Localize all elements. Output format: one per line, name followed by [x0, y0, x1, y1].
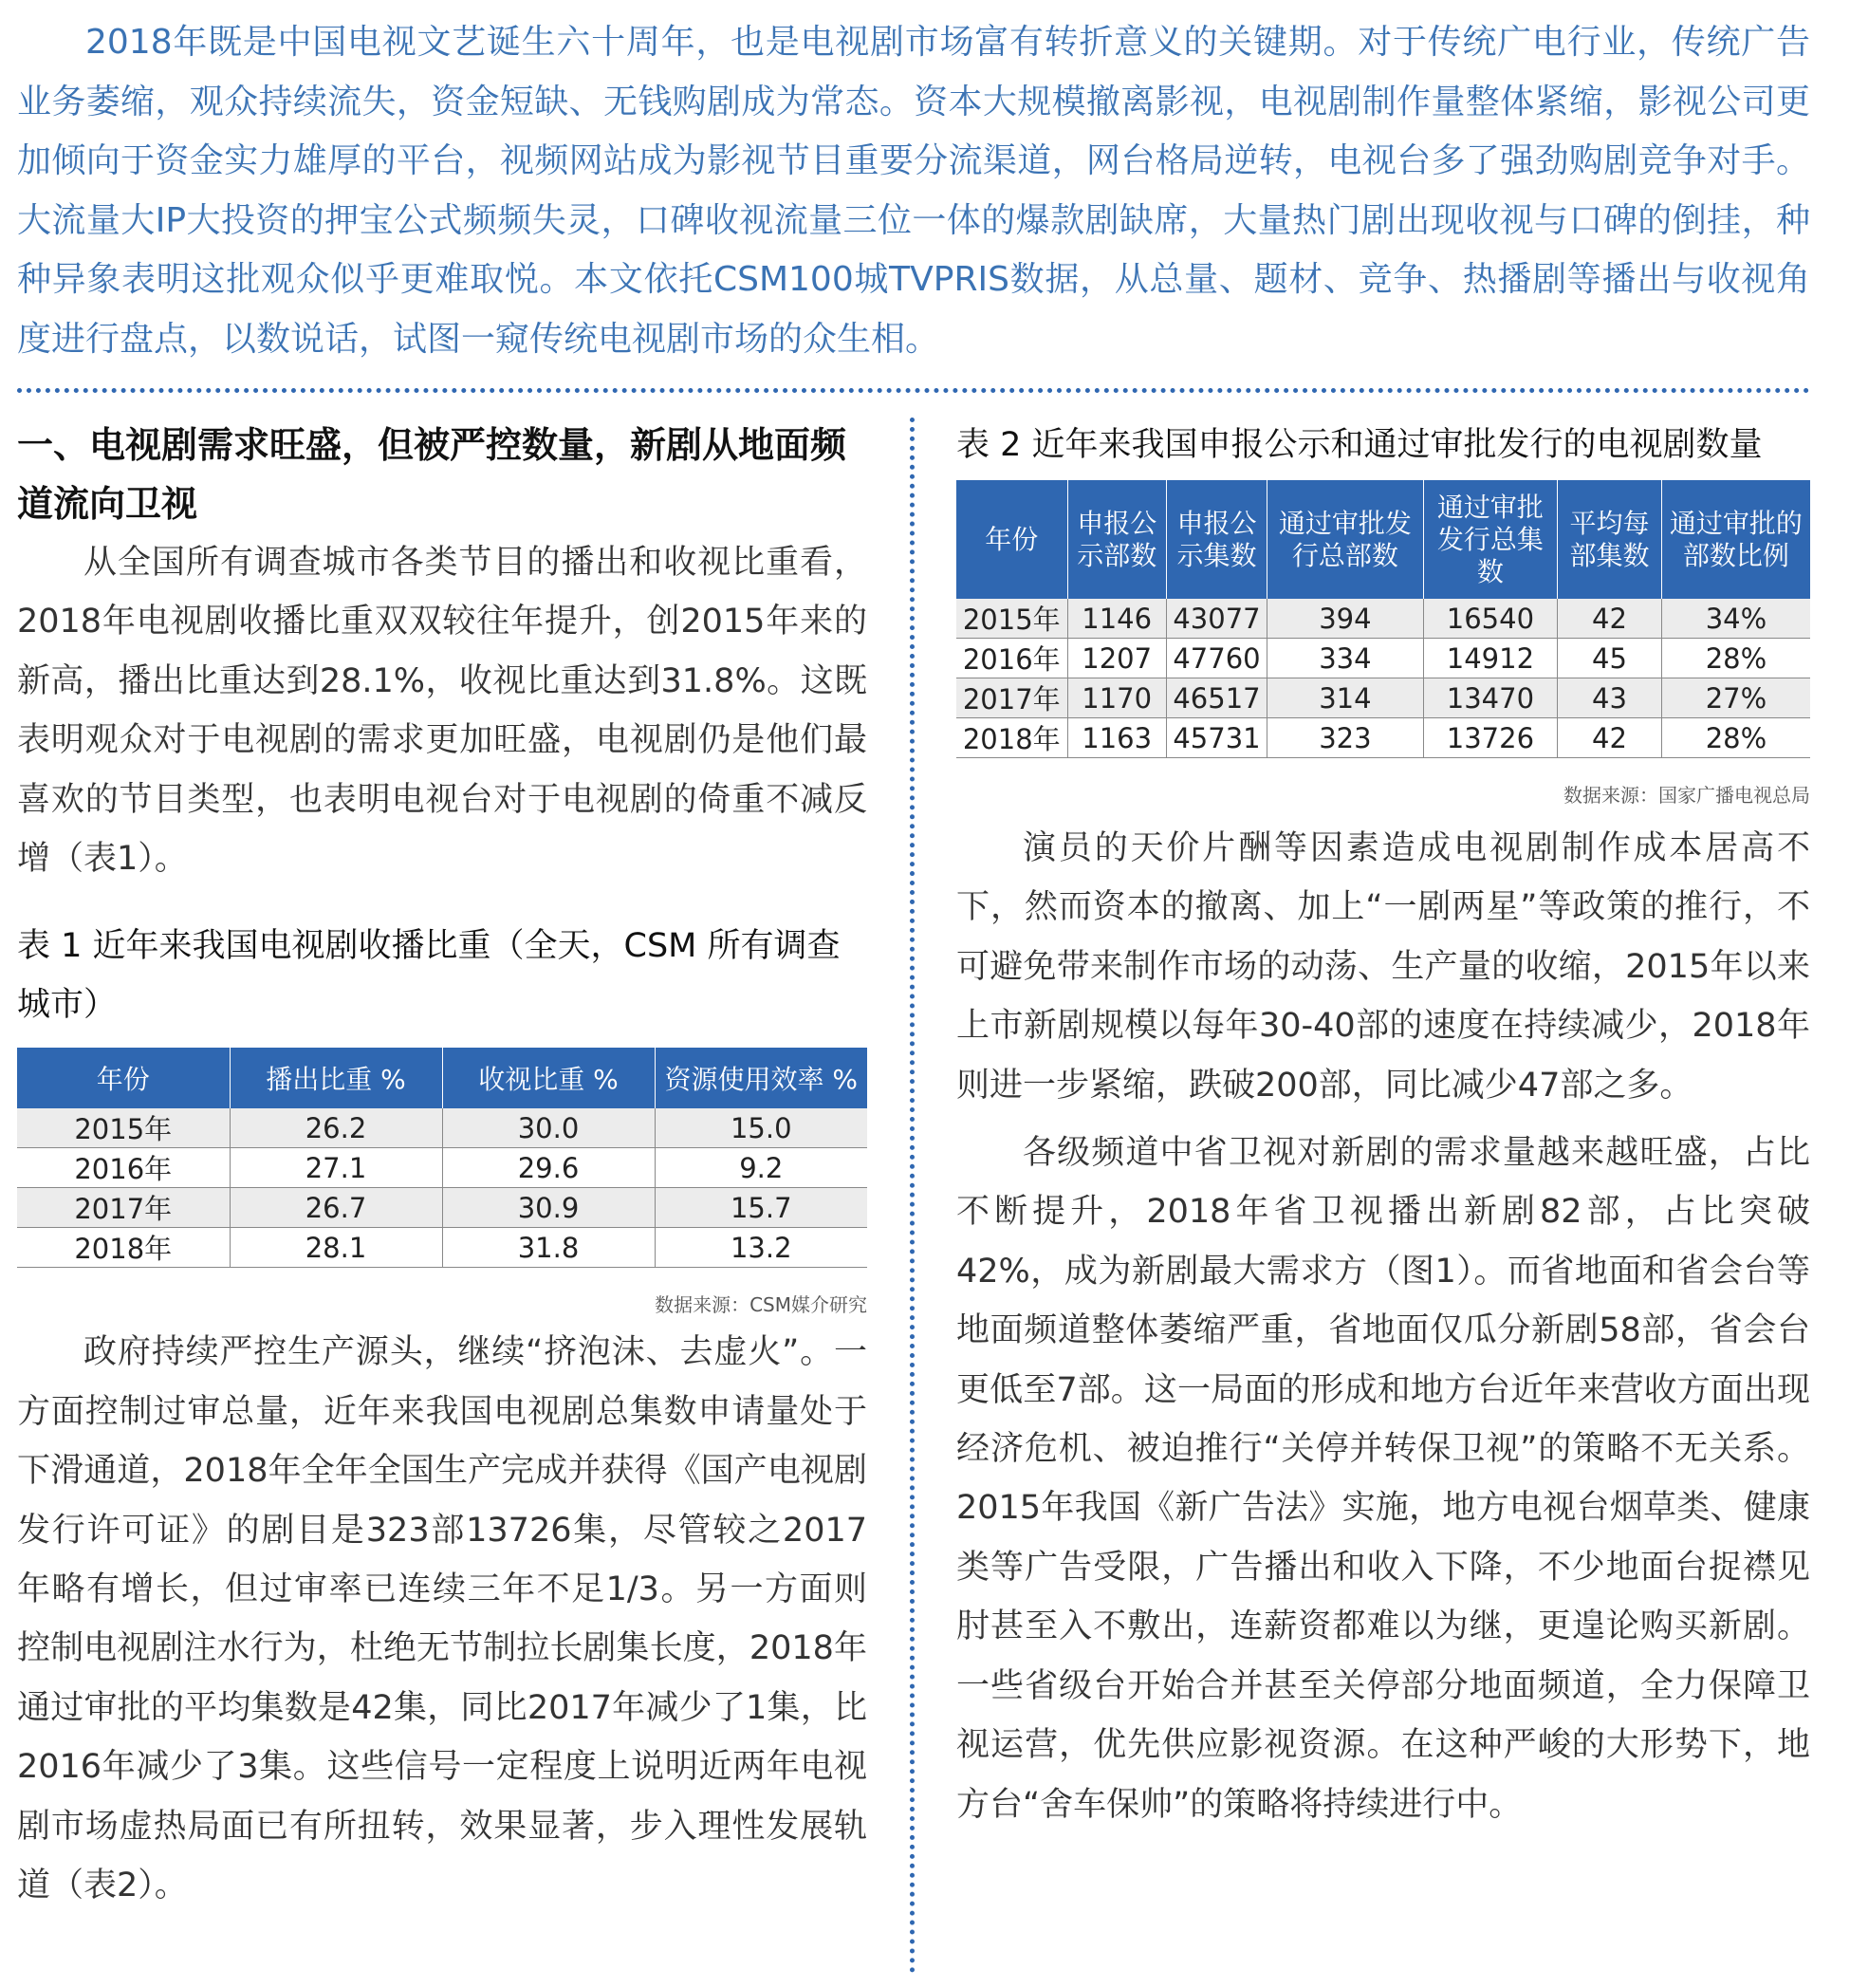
table-cell: 1146 [1067, 599, 1166, 639]
table2-header-cell: 通过审批发行总集数 [1423, 480, 1557, 599]
table-cell: 29.6 [442, 1148, 655, 1188]
table-cell: 45 [1558, 639, 1662, 678]
table-cell: 46517 [1166, 678, 1267, 718]
table1-wrapper [17, 1048, 867, 1268]
section-title: 一、电视剧需求旺盛，但被严控数量，新剧从地面频道流向卫视 [17, 424, 847, 525]
table-cell: 28% [1661, 639, 1810, 678]
table-cell: 1207 [1067, 639, 1166, 678]
table-cell: 16540 [1423, 599, 1557, 639]
table1-title: 表 1 近年来我国电视剧收播比重（全天，CSM 所有调查城市） [17, 927, 841, 1025]
table-cell: 27.1 [230, 1148, 442, 1188]
table-row [17, 1188, 867, 1228]
table-row [956, 718, 1810, 758]
table-cell: 2016年 [17, 1148, 230, 1188]
table-cell: 334 [1267, 639, 1424, 678]
table-cell: 45731 [1166, 718, 1267, 758]
table-cell: 394 [1267, 599, 1424, 639]
table-cell: 2018年 [17, 1228, 230, 1268]
right-paragraph-2: 各级频道中省卫视对新剧的需求量越来越旺盛，占比不断提升，2018年省卫视播出新剧82部，占比突破42%，成为新剧最大需求方（图1）。而省地面和省会台等地面频道整体萎缩严重，省地面仅瓜分新剧58部，省会台更低至7部。这一局面的形成和地方台近年来营收方面出现经济危机、被迫推行“关停并转保卫视”的策略不无关系。2015年我国《新广告法》实施，地方电视台烟草类、健康类等广告受限，广告播出和收入下降，不少地面台捉襟见肘甚至入不敷出，连薪资都难以为继，更遑论购买新剧。一些省级台开始合并甚至关停部分地面频道，全力保障卫视运营，优先供应影视资源。在这种严峻的大形势下，地方台“舍车保帅”的策略将持续进行中。 [956, 1134, 1810, 1824]
table-cell: 26.7 [230, 1188, 442, 1228]
right-paragraph-1: 演员的天价片酬等因素造成电视剧制作成本居高不下，然而资本的撤离、加上“一剧两星”等政策的推行，不可避免带来制作市场的动荡、生产量的收缩，2015年以来上市新剧规模以每年30-40部的速度在持续减少，2018年则进一步紧缩，跌破200部，同比减少47部之多。 [956, 829, 1810, 1105]
vertical-dotted-divider [910, 418, 915, 1974]
table2-title: 表 2 近年来我国申报公示和通过审批发行的电视剧数量 [956, 426, 1763, 464]
table-cell: 15.0 [655, 1108, 867, 1148]
table2-wrapper [956, 480, 1810, 758]
table-cell: 28% [1661, 718, 1810, 758]
table-cell: 30.0 [442, 1108, 655, 1148]
table2-source: 数据来源：国家广播电视总局 [1563, 784, 1810, 807]
table1-header-row [17, 1048, 867, 1108]
table-cell: 31.8 [442, 1228, 655, 1268]
table1-header-cell: 资源使用效率 % [655, 1048, 867, 1108]
table-cell: 15.7 [655, 1188, 867, 1228]
table-cell: 9.2 [655, 1148, 867, 1188]
table-cell: 27% [1661, 678, 1810, 718]
table-cell: 323 [1267, 718, 1424, 758]
table-cell: 13470 [1423, 678, 1557, 718]
table-cell: 43077 [1166, 599, 1267, 639]
table1-header-cell: 播出比重 % [230, 1048, 442, 1108]
table-cell: 13726 [1423, 718, 1557, 758]
table-cell: 2015年 [17, 1108, 230, 1148]
left-paragraph-2: 政府持续严控生产源头，继续“挤泡沫、去虚火”。一方面控制过审总量，近年来我国电视剧总集数申请量处于下滑通道，2018年全年全国生产完成并获得《国产电视剧发行许可证》的剧目是323部13726集，尽管较之2017年略有增长，但过审率已连续三年不足1/3。另一方面则控制电视剧注水行为，杜绝无节制拉长剧集长度，2018年通过审批的平均集数是42集，同比2017年减少了1集，比2016年减少了3集。这些信号一定程度上说明近两年电视剧市场虚热局面已有所扭转，效果显著，步入理性发展轨道（表2）。 [17, 1333, 867, 1905]
table-cell: 14912 [1423, 639, 1557, 678]
table2-header-cell: 通过审批的部数比例 [1661, 480, 1810, 599]
table-row [17, 1148, 867, 1188]
table-cell: 42 [1558, 599, 1662, 639]
table-cell: 1163 [1067, 718, 1166, 758]
table-cell: 2016年 [956, 639, 1067, 678]
table-cell: 314 [1267, 678, 1424, 718]
left-column [17, 416, 867, 1916]
table-cell: 1170 [1067, 678, 1166, 718]
table1-source: 数据来源：CSM媒介研究 [655, 1293, 867, 1317]
left-paragraph-1: 从全国所有调查城市各类节目的播出和收视比重看，2018年电视剧收播比重双双较往年提升，创2015年来的新高，播出比重达到28.1%，收视比重达到31.8%。这既表明观众对于电视剧的需求更加旺盛，电视剧仍是他们最喜欢的节目类型，也表明电视台对于电视剧的倚重不减反增（表1）。 [17, 544, 867, 879]
table-cell: 47760 [1166, 639, 1267, 678]
table-cell: 13.2 [655, 1228, 867, 1268]
table-row [17, 1228, 867, 1268]
table-cell: 2015年 [956, 599, 1067, 639]
table-cell: 42 [1558, 718, 1662, 758]
table-cell: 30.9 [442, 1188, 655, 1228]
table1 [17, 1048, 867, 1268]
table-row [956, 639, 1810, 678]
table-cell: 2017年 [17, 1188, 230, 1228]
table2-header-cell: 申报公示集数 [1166, 480, 1267, 599]
table-cell: 43 [1558, 678, 1662, 718]
table1-header-cell: 收视比重 % [442, 1048, 655, 1108]
table-row [956, 599, 1810, 639]
right-column [956, 416, 1810, 1834]
table2-header-cell: 通过审批发行总部数 [1267, 480, 1424, 599]
table-cell: 2018年 [956, 718, 1067, 758]
table2-header-cell: 平均每部集数 [1558, 480, 1662, 599]
table-row [956, 678, 1810, 718]
table-row [17, 1108, 867, 1148]
table2-header-cell: 申报公示部数 [1067, 480, 1166, 599]
table-cell: 34% [1661, 599, 1810, 639]
table1-header-cell: 年份 [17, 1048, 230, 1108]
intro-paragraph: 2018年既是中国电视文艺诞生六十周年，也是电视剧市场富有转折意义的关键期。对于传统广电行业，传统广告业务萎缩，观众持续流失，资金短缺、无钱购剧成为常态。资本大规模撤离影视，电视剧制作量整体紧缩，影视公司更加倾向于资金实力雄厚的平台，视频网站成为影视节目重要分流渠道，网台格局逆转，电视台多了强劲购剧竞争对手。大流量大IP大投资的押宝公式频频失灵，口碑收视流量三位一体的爆款剧缺席，大量热门剧出现收视与口碑的倒挂，种种异象表明这批观众似乎更难取悦。本文依托CSM100城TVPRIS数据，从总量、题材、竞争、热播剧等播出与收视角度进行盘点，以数说话，试图一窥传统电视剧市场的众生相。 [17, 23, 1810, 359]
table-cell: 2017年 [956, 678, 1067, 718]
horizontal-dotted-divider [17, 388, 1810, 393]
table-cell: 26.2 [230, 1108, 442, 1148]
table-cell: 28.1 [230, 1228, 442, 1268]
table2-header-cell: 年份 [956, 480, 1067, 599]
table2 [956, 480, 1810, 758]
table2-header-row [956, 480, 1810, 599]
